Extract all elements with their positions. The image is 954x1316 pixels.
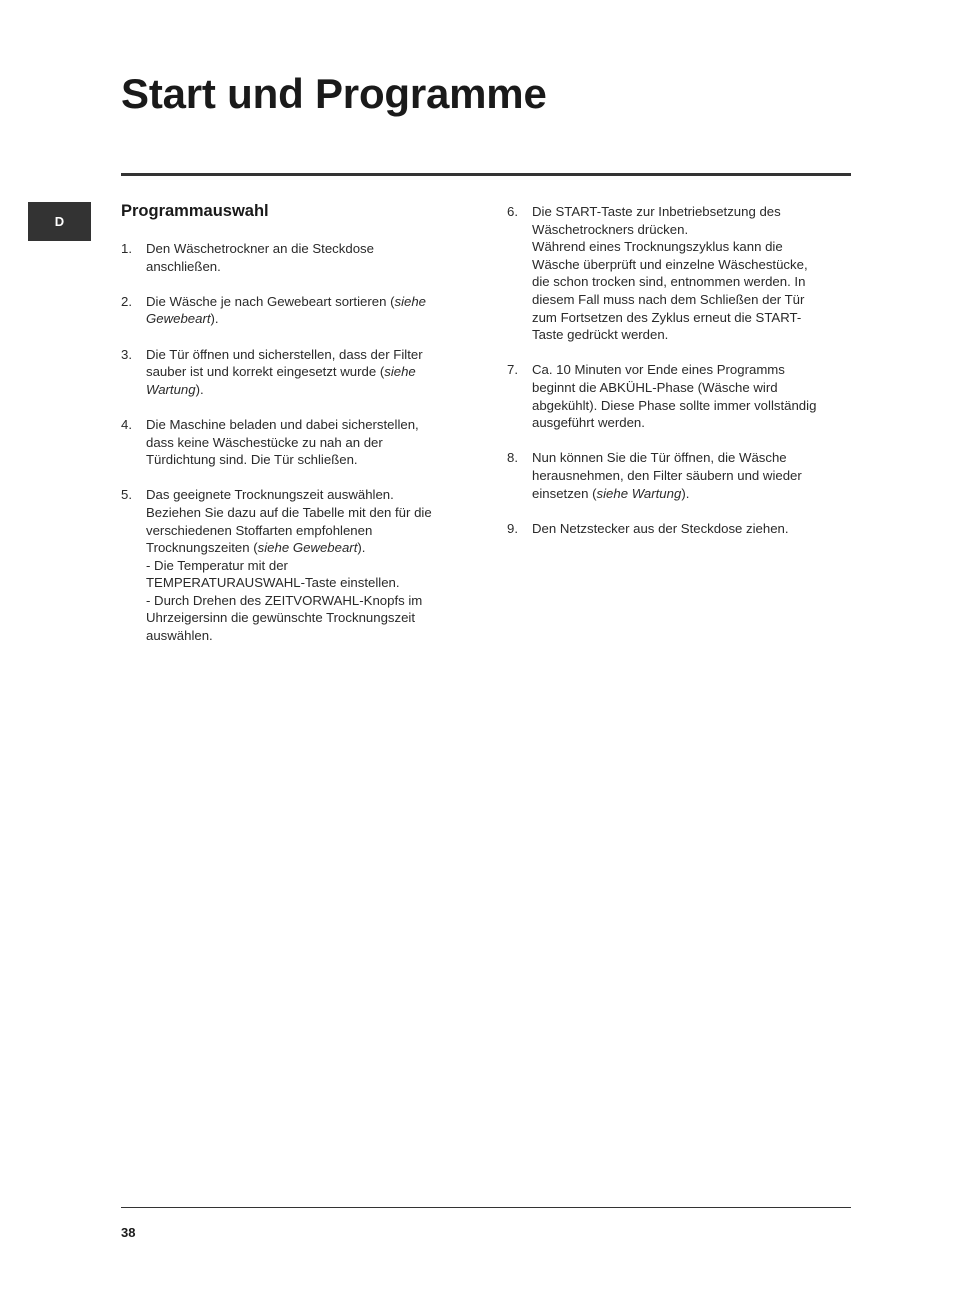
step-item [507,520,852,538]
step-text-line: Uhrzeigersinn die gewünschte Trocknungszeit [146,610,416,626]
reference-text: siehe [384,364,416,380]
step-item [507,361,852,431]
page-title: Start und Programme [121,70,547,117]
step-number: 9. [507,520,518,536]
step-text-line: - Die Temperatur mit der [146,557,288,573]
step-text-line: Trocknungszeiten (siehe Gewebeart). [146,540,366,556]
step-text-line: sauber ist und korrekt eingesetzt wurde (siehe [146,364,416,380]
step-item [121,293,466,328]
right-column [507,203,852,555]
step-text-line: Ca. 10 Minuten vor Ende eines Programms [532,362,785,378]
step-number: 3. [121,346,132,362]
step-text-line: Den Netzstecker aus der Steckdose ziehen. [532,520,789,536]
step-text-line: herausnehmen, den Filter säubern und wieder [532,467,802,483]
step-text-line: Die Maschine beladen und dabei sicherstellen, [146,416,419,432]
step-item [121,346,466,399]
step-item [121,486,466,644]
step-text-line: Wartung). [146,381,204,397]
step-item [507,203,852,344]
step-number: 5. [121,487,132,503]
step-item [121,416,466,469]
step-text-line: Die START-Taste zur Inbetriebsetzung des [532,204,781,219]
step-number: 7. [507,362,518,378]
step-text-line: Wäschetrockners drücken. [532,221,689,237]
step-text-line: Taste gedrückt werden. [532,327,669,343]
step-text-line: dass keine Wäschestücke zu nah an der [146,434,383,450]
language-tab: D [28,202,91,241]
step-text-line: Beziehen Sie dazu auf die Tabelle mit den für die [146,504,432,520]
step-text-line: Die Tür öffnen und sicherstellen, dass der Filter [146,346,423,362]
step-text-line: Die Wäsche je nach Gewebeart sortieren (siehe [146,293,427,309]
step-number: 1. [121,241,132,256]
step-text-line: TEMPERATURAUSWAHL-Taste einstellen. [146,575,400,591]
step-text-line: ausgeführt werden. [532,415,645,431]
step-text-line: Während eines Trocknungszyklus kann die [532,239,783,255]
step-text-line: Das geeignete Trocknungszeit auswählen. [146,487,394,503]
step-text-line: auswählen. [146,628,213,644]
left-column [121,200,466,662]
step-text-line: die schon trocken sind, entnommen werden. In [532,274,806,290]
steps-list-left [121,240,466,645]
footer-divider [121,1207,851,1208]
step-text-line: abgekühlt). Diese Phase sollte immer vollständig [532,397,817,413]
step-text-line: Nun können Sie die Tür öffnen, die Wäsche [532,450,787,466]
section-heading: Programmauswahl [121,202,269,220]
reference-text: siehe [394,293,427,309]
step-text-line: Den Wäschetrockner an die Steckdose [146,241,374,256]
step-item [507,449,852,502]
step-number: 6. [507,204,518,219]
step-text-line: zum Fortsetzen des Zyklus erneut die START- [532,309,802,325]
page-number: 38 [121,1225,136,1240]
step-number: 2. [121,293,132,309]
step-text-line: Türdichtung sind. Die Tür schließen. [146,452,358,468]
step-text-line: verschiedenen Stoffarten empfohlenen [146,522,373,538]
reference-text: siehe Wartung [596,485,682,501]
step-text-line: beginnt die ABKÜHL-Phase (Wäsche wird [532,379,778,395]
step-number: 4. [121,416,132,432]
step-text-line: einsetzen (siehe Wartung). [532,485,690,501]
reference-text: Gewebeart [146,311,211,327]
step-text-line: Gewebeart). [146,311,219,327]
step-text-line: diesem Fall muss nach dem Schließen der Tür [532,291,805,307]
title-divider [121,173,851,176]
step-text-line: anschließen. [146,258,221,274]
reference-text: siehe Gewebeart [257,540,358,556]
steps-list-right [507,203,852,537]
step-item [121,240,466,275]
reference-text: Wartung [146,381,196,397]
step-text-line: - Durch Drehen des ZEITVORWAHL-Knopfs im [146,592,423,608]
step-number: 8. [507,450,518,466]
step-text-line: Wäsche überprüft und einzelne Wäschestücke, [532,256,808,272]
